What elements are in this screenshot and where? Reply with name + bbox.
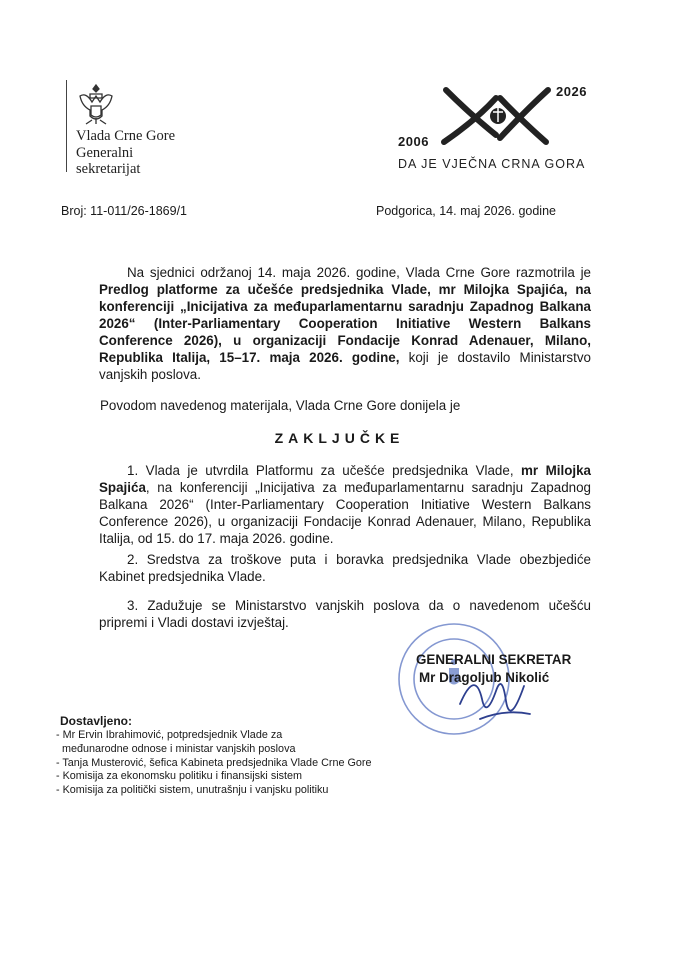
document-number: Broj: 11-011/26-1869/1: [61, 204, 188, 218]
conclusion-1-text-b: , na konferenciji „Inicijativa za međuparlamentarnu saradnju Zapadnog Balkana 2026“ (Inter-Parliamentary Cooperation Initiative Western Balkans Conference 2026), u organizaciji Fondacije Konrad Adenauer, Milano, Republika Italija, od 15. do 17. maja 2026. godine.: [99, 480, 591, 546]
conclusion-1-bold: mr Milojka Spajića: [99, 463, 591, 495]
intro-paragraph: [99, 264, 591, 383]
intro-text-2: koji je dostavilo Ministarstvo vanjskih poslova.: [99, 350, 591, 382]
conclusions-heading: ZAKLJUČKE: [274, 430, 405, 446]
institution-line-3: sekretarijat: [76, 161, 141, 177]
list-item: - Komisija za ekonomsku politiku i finansijski sistem: [56, 770, 303, 783]
conclusion-1: [99, 462, 591, 547]
list-item: - Komisija za politički sistem, unutrašnju i vanjsku politiku: [56, 784, 329, 797]
intro-text-bold: Predlog platforme za učešće predsjednika Vlade, mr Milojka Spajića, na konferenciji „Inicijativa za međuparlamentarnu saradnju Zapadnog Balkana 2026“ (Inter-Parliamentary Cooperation Initiative Western Balkans Conference 2026), u organizaciji Fondacije Konrad Adenauer, Milano, Republika Italija, 15–17. maja 2026. godine,: [99, 282, 591, 365]
distribution-title: Dostavljeno:: [60, 714, 133, 728]
jubilee-motto: DA JE VJEČNA CRNA GORA: [398, 157, 586, 171]
institution-line-2: Generalni: [76, 144, 134, 161]
decision-intro: Povodom navedenog materijala, Vlada Crne Gore donijela je: [100, 398, 461, 413]
list-item: - Tanja Musterović, šefica Kabineta predsjednika Vlade Crne Gore: [56, 756, 372, 769]
signatory-title: GENERALNI SEKRETAR: [416, 652, 572, 667]
jubilee-year-start: 2006: [398, 134, 429, 149]
conclusion-3: 3. Zadužuje se Ministarstvo vanjskih poslova da o navedenom učešću pripremi i Vladi dostavi izvještaj.: [99, 598, 591, 630]
institution-name: [76, 128, 175, 178]
header-divider-line: [66, 80, 67, 172]
coat-of-arms-icon: [72, 82, 120, 126]
list-item: međunarodne odnose i ministar vanjskih poslova: [62, 742, 296, 755]
list-item: - Mr Ervin Ibrahimović, potpredsjednik Vlade za: [56, 729, 283, 741]
conclusion-2: 2. Sredstva za troškove puta i boravka predsjednika Vlade obezbjediće Kabinet predsjednika Vlade.: [99, 552, 591, 584]
institution-line-1: Vlada Crne Gore: [76, 128, 176, 144]
distribution-list: [56, 729, 371, 798]
jubilee-year-end: 2026: [556, 84, 587, 99]
place-and-date: Podgorica, 14. maj 2026. godine: [376, 204, 556, 218]
intro-text-1: Na sjednici održanoj 14. maja 2026. godine, Vlada Crne Gore razmotrila je: [127, 265, 591, 280]
conclusion-1-text-a: 1. Vlada je utvrdila Platformu za učešće predsjednika Vlade,: [127, 463, 522, 478]
signatory-name: Mr Dragoljub Nikolić: [419, 670, 550, 685]
